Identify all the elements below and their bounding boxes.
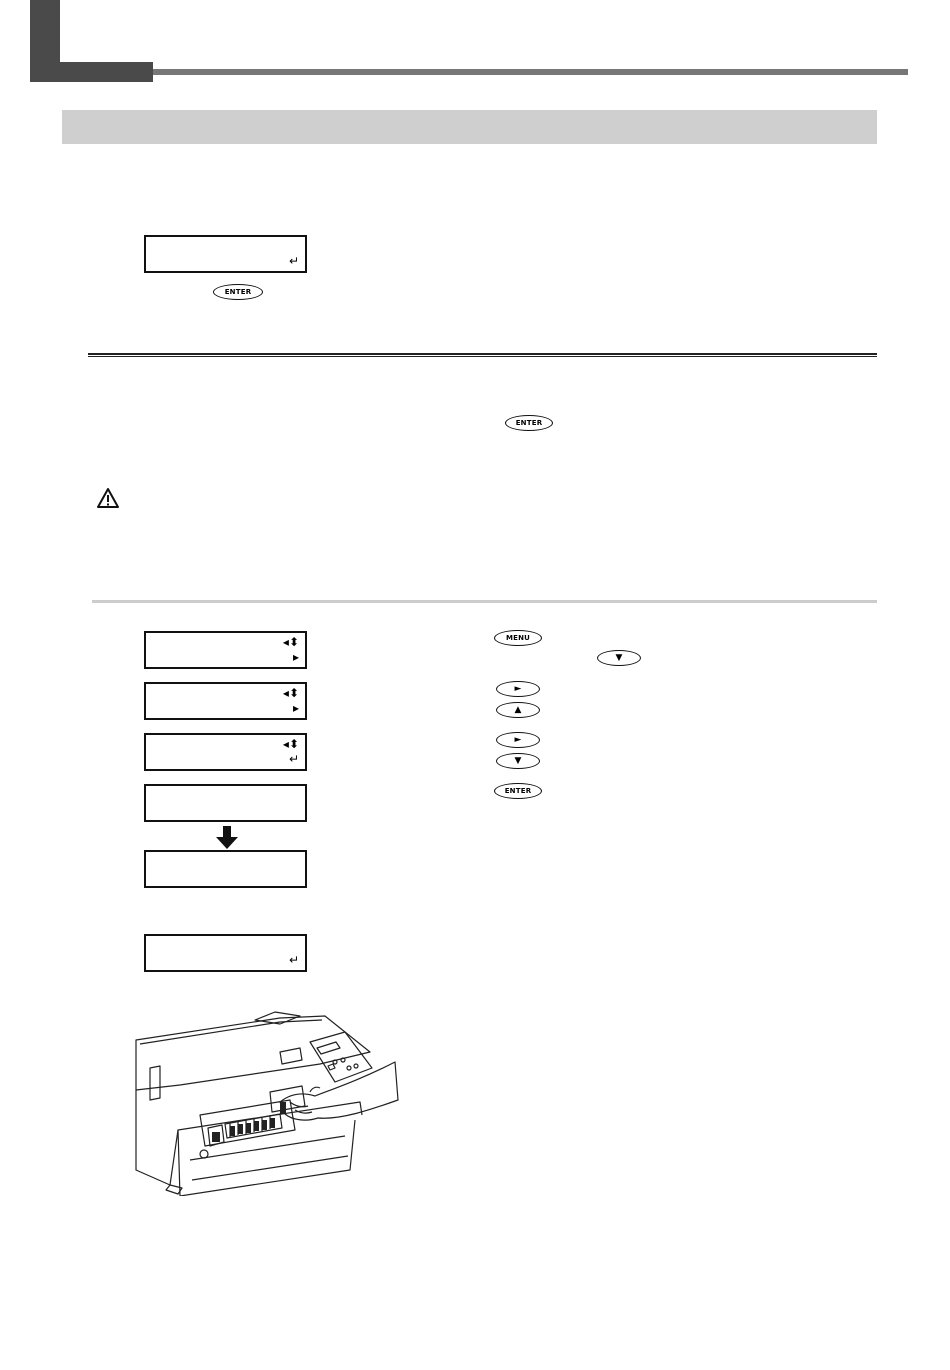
header-rule — [153, 69, 908, 75]
left-updown-icon: ◂⬍ — [282, 635, 299, 649]
down-arrow-icon — [215, 826, 239, 850]
lcd-display-5 — [144, 784, 307, 822]
right-arrow-icon: ▸ — [292, 650, 299, 664]
section-double-rule — [88, 353, 877, 357]
lcd-display-4 — [144, 733, 307, 771]
enter-key-inline[interactable]: ENTER — [505, 415, 553, 431]
left-updown-icon: ◂⬍ — [282, 686, 299, 700]
return-icon: ↵ — [288, 752, 299, 766]
up-key[interactable]: ▲ — [496, 702, 540, 718]
lcd-display-7 — [144, 934, 307, 972]
printer-illustration — [130, 1010, 412, 1196]
section-title-bar — [62, 110, 877, 144]
return-icon: ↵ — [288, 953, 299, 967]
down-key[interactable]: ▼ — [597, 650, 641, 666]
header-corner-foot — [30, 62, 153, 82]
down-key[interactable]: ▼ — [496, 753, 540, 769]
right-key[interactable]: ► — [496, 681, 540, 697]
right-arrow-icon: ▸ — [292, 701, 299, 715]
enter-key[interactable]: ENTER — [494, 783, 542, 799]
procedure-rule — [92, 600, 877, 603]
menu-key[interactable]: MENU — [494, 630, 542, 646]
return-icon: ↵ — [288, 254, 299, 268]
lcd-display-1 — [144, 235, 307, 273]
lcd-display-3 — [144, 682, 307, 720]
enter-key[interactable]: ENTER — [213, 284, 263, 300]
lcd-display-6 — [144, 850, 307, 888]
right-key[interactable]: ► — [496, 732, 540, 748]
left-updown-icon: ◂⬍ — [282, 737, 299, 751]
caution-icon — [96, 487, 120, 509]
lcd-display-2 — [144, 631, 307, 669]
